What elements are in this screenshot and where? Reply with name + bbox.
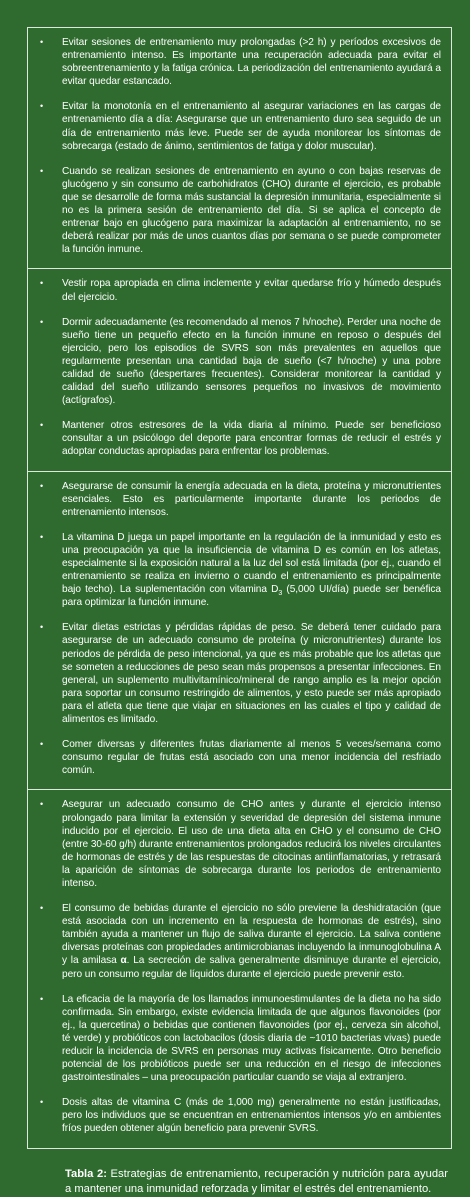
- caption-text: Estrategias de entrenamiento, recuperación y nutrición para ayudar a mantener una inmunidad reforzada y limitar el estrés del entrenamiento.: [65, 1167, 449, 1195]
- item-text: La vitamina D juega un papel importante en la regulación de la inmunidad y esto es una preocupación ya que la insuficiencia de vitamina D es común en los atletas, especialmente si la exposición natural a la luz del sol está limitada (por ej., cuando el entrenamiento se realiza en invierno o cuando el entrenamiento es principalmente bajo techo). La suplementación con vitamina D: [62, 531, 441, 596]
- list-item: • Dormir adecuadamente (es recomendado al menos 7 h/noche). Perder una noche de sueño tiene un pequeño efecto en la función inmune en reposo o después del ejercicio, pero los episodios de SVRS son más prevalentes en aquellos que regularmente presentan una cantidad baja de sueño (<7 h/noche) y una pobre calidad de sueño (despertares frecuentes). Considerar monitorear la cantidad y calidad del sueño utilizando sensores pequeños no invasivos de movimiento (actígrafos).: [62, 316, 441, 408]
- table-caption: [65, 1167, 452, 1197]
- strategies-table: [27, 27, 452, 1149]
- list-item: • Comer diversas y diferentes frutas diariamente al menos 5 veces/semana como consumo regular de frutas está asociado con una menor incidencia del resfriado común.: [62, 738, 441, 777]
- list-item: • Asegurar un adecuado consumo de CHO antes y durante el ejercicio intenso prolongado para limitar la extensión y severidad de depresión del sistema inmune inducido por el ejercicio. El uso de una dieta alta en CHO y el consumo de CHO (entre 30-60 g/h) durante entrenamientos prolongados reducirá los niveles circulantes de hormonas de estrés y de las respuestas de citocinas antiinflamatorias, y retrasará la aparición de síntomas de sobrecarga durante los periodos de entrenamiento intenso.: [62, 798, 441, 890]
- section-training: [28, 28, 451, 268]
- alpha-symbol: α: [120, 955, 127, 967]
- item-text: (5,000 UI/día) puede ser benéfica para optimizar la función inmune.: [62, 584, 441, 609]
- bullet-list: [62, 277, 441, 458]
- section-diet: [28, 471, 451, 790]
- list-item: • Evitar la monotonía en el entrenamiento al asegurar variaciones en las cargas de entrenamiento día a día: Asegurarse que un entrenamiento duro sea seguido de un día de entrenamiento más leve. Puede ser de ayuda monitorear los síntomas de sobrecarga (estado de ánimo, sentimientos de fatiga y dolor muscular).: [62, 100, 441, 152]
- bullet-list: [62, 798, 441, 1135]
- bullet-list: [62, 480, 441, 778]
- section-exercise-nutrition: [28, 789, 451, 1147]
- list-item: [62, 902, 441, 981]
- list-item: • Dosis altas de vitamina C (más de 1,000 mg) generalmente no están justificadas, pero los individuos que se encuentran en entrenamientos intensos y/o en ambientes fríos pueden obtener algún beneficio para prevenir SVRS.: [62, 1096, 441, 1135]
- caption-label: Tabla 2:: [65, 1167, 107, 1180]
- list-item: • Evitar dietas estrictas y pérdidas rápidas de peso. Se deberá tener cuidado para asegurarse de un adecuado consumo de proteína (y micronutrientes) durante los periodos de pérdida de peso intencional, ya que es más probable que los atletas que se someten a reducciones de peso sean más propensos a presentar infecciones. En general, un suplemento multivitamínico/mineral de rango amplio es la mejor opción para soportar un consumo restringido de alimentos, y esto puede ser más apropiado para el atleta que tiene que viajar en situaciones en las cuales el tipo y calidad de alimentos es limitado.: [62, 621, 441, 726]
- list-item: • La eficacia de la mayoría de los llamados inmunoestimulantes de la dieta no ha sido confirmada. Sin embargo, existe evidencia limitada de que algunos flavonoides (por ej., la quercetina) o bebidas que contienen flavonoides (por ej., cerveza sin alcohol, té verde) y probióticos con lactobacilos (dosis diaria de ~1010 bacterias vivas) puede reducir la incidencia de SVRS en personas muy activas físicamente. Otro beneficio potencial de los probióticos puede ser una reducción en el riesgo de infecciones gastrointestinales – una preocupación particular cuando se viaja al extranjero.: [62, 993, 441, 1085]
- list-item: • Mantener otros estresores de la vida diaria al mínimo. Puede ser beneficioso consultar a un psicólogo del deporte para encontrar formas de reducir el estrés y adoptar conductas apropiadas para enfrentar los problemas.: [62, 419, 441, 458]
- section-lifestyle: [28, 268, 451, 470]
- list-item: [62, 531, 441, 610]
- item-text: El consumo de bebidas durante el ejercicio no sólo previene la deshidratación (que está asociada con un incremento en la respuesta de hormonas de estrés), sino también ayuda a mantener un flujo de saliva durante el ejercicio. La saliva contiene diversas proteínas con propiedades antimicrobianas incluyendo la inmunoglobulina A y la amilasa: [62, 903, 441, 967]
- list-item: • Asegurarse de consumir la energía adecuada en la dieta, proteína y micronutrientes esenciales. Esto es particularmente importante durante los periodos de entrenamiento intensos.: [62, 480, 441, 519]
- subscript: 3: [278, 590, 283, 598]
- list-item: • Evitar sesiones de entrenamiento muy prolongadas (>2 h) y períodos excesivos de entrenamiento intenso. Es importante una recuperación adecuada para evitar el sobreentrenamiento y la fatiga crónica. La periodización del entrenamiento ayudará a evitar quedar estancado.: [62, 36, 441, 88]
- item-text: . La secreción de saliva generalmente disminuye durante el ejercicio, pero un consumo regular de líquidos durante el ejercicio puede prevenir esto.: [62, 955, 441, 980]
- bullet-list: [62, 36, 441, 256]
- list-item: • Cuando se realizan sesiones de entrenamiento en ayuno o con bajas reservas de glucógeno y sin consumo de carbohidratos (CHO) durante el ejercicio, es probable que se desarrolle de forma más sustancial la depresión inmunitaria, especialmente si no es la primera sesión de entrenamiento del día. Si se aplica el concepto de entrenar bajo en glucógeno para maximizar la adaptación al entrenamiento, no se deberá realizar por más de unos cuantos días por semana o se puede comprometer la función inmune.: [62, 165, 441, 257]
- list-item: • Vestir ropa apropiada en clima inclemente y evitar quedarse frío y húmedo después del ejercicio.: [62, 277, 441, 303]
